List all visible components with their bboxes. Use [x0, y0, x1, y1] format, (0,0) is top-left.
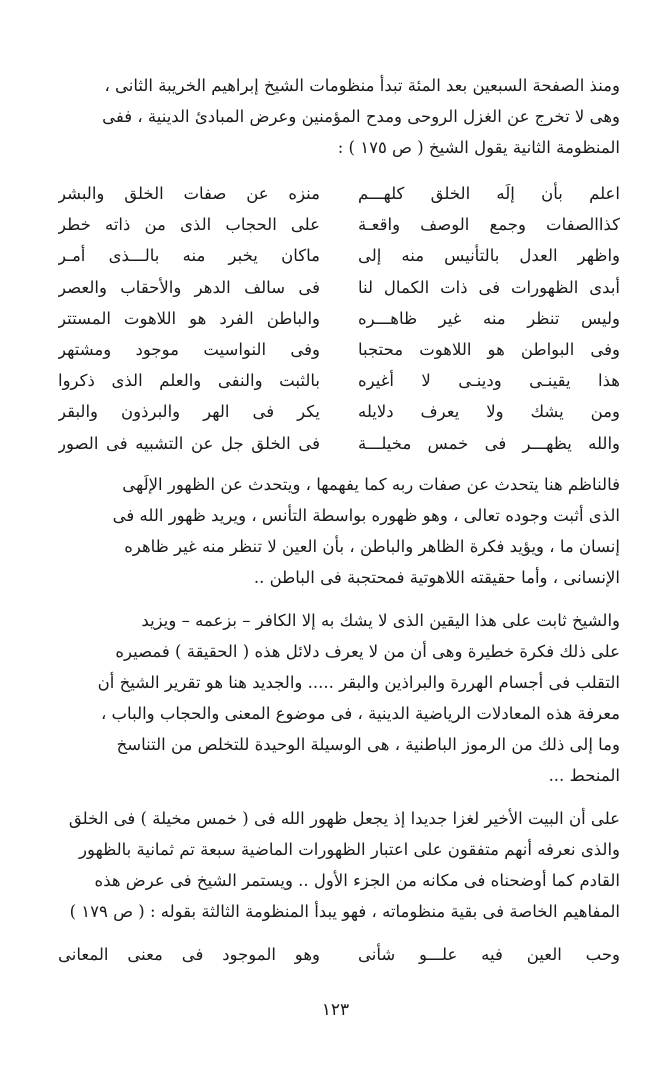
verse-hemistich: أبدى الظهورات فى ذات الكمال لنا	[358, 277, 620, 297]
poem-first-hemistichs	[358, 178, 620, 459]
verse-hemistich: على الحجاب الذى من ذاته خطر	[58, 215, 320, 235]
text-line: على ذلك فكرة خطيرة وهى أن من لا يعرف دلائل هذه ( الحقيقة ) فمصيره	[115, 641, 620, 661]
intro-paragraph	[58, 70, 620, 170]
commentary-paragraph	[58, 803, 620, 927]
text-line: والشيخ ثابت على هذا اليقين الذى لا يشك به إلا الكافر – بزعمه – ويزيد	[141, 610, 620, 630]
verse-hemistich: وفى البواطن هو اللاهوت محتجبا	[358, 339, 620, 359]
text-line: وهى لا تخرج عن الغزل الروحى ومدح المؤمنين وعرض المبادئ الدينية ، ففى	[102, 107, 620, 126]
verse-hemistich: والله يظهـــر فى خمس مخيلـــة	[358, 433, 620, 453]
poem-second-manzuma	[58, 178, 620, 459]
verse-hemistich: منزه عن صفات الخلق والبشر	[58, 184, 320, 203]
verse-hemistich: هذا يقينـى ودينـى لا أغيره	[358, 371, 620, 391]
verse-hemistich: ماكان يخبر منه بالـــذى أمـر	[58, 246, 320, 266]
verse-hemistich: اعلم بأن إلَه الخلق كلهـــم	[358, 184, 620, 203]
text-line: الذى أثبت وجوده تعالى ، وهو ظهوره بواسطة التأنس ، ويريد ظهور الله فى	[112, 505, 620, 525]
verse-hemistich: وهو الموجود فى معنى المعانى	[58, 944, 320, 964]
verse-hemistich: يكر فى الهر والبرذون والبقر	[58, 402, 320, 422]
poem-second-hemistichs	[58, 178, 320, 459]
text-line: الإنسانى ، وأما حقيقته اللاهوتية فمحتجبة فى الباطن ..	[253, 567, 620, 587]
verse-hemistich: وليس تنظر منه غير ظاهـــره	[358, 308, 620, 328]
text-line: المفاهيم الخاصة فى بقية منظوماته ، فهو يبدأ المنظومة الثالثة بقوله : ( ص ١٧٩ )	[69, 901, 620, 921]
book-page	[58, 70, 620, 1060]
text-line: إنسان ما ، ويؤيد فكرة الظاهر والباطن ، بأن العين لا تنظر منه غير ظاهره	[124, 536, 620, 556]
text-line: المنظومة الثانية يقول الشيخ ( ص ١٧٥ ) :	[337, 138, 620, 157]
verse-hemistich: كذاالصفات وجمع الوصف واقعـة	[358, 215, 620, 235]
text-line: فالناظم هنا يتحدث عن صفات ربه كما يفهمها ، ويتحدث عن الظهور الإلَهى	[122, 474, 620, 494]
text-line: على أن البيت الأخير لغزا جديدا إذ يجعل ظهور الله فى ( خمس مخيلة ) فى الخلق	[68, 808, 620, 828]
verse-hemistich: واظهر العدل بالتأنيس منه إلى	[358, 246, 620, 266]
text-line: وما إلى ذلك من الرموز الباطنية ، هى الوسيلة الوحيدة للتخلص من التناسخ	[116, 734, 620, 754]
page-number: ١٢٣	[321, 1000, 350, 1020]
commentary-paragraph	[58, 469, 620, 593]
verse-hemistich: وفى النواسيت موجود ومشتهر	[58, 339, 320, 359]
verse-hemistich: فى سالف الدهر والأحقاب والعصر	[58, 277, 320, 297]
verse-hemistich: بالثبت والنفى والعلم الذى ذكروا	[58, 371, 320, 391]
commentary-paragraph	[58, 605, 620, 791]
text-line: المنحط ...	[548, 765, 620, 785]
poem-third-manzuma-opening	[58, 939, 620, 970]
text-line: ومنذ الصفحة السبعين بعد المئة تبدأ منظومات الشيخ إبراهيم الخريبة الثانى ،	[104, 76, 620, 95]
text-line: معرفة هذه المعادلات الرياضية الدينية ، فى موضوع المعنى والحجاب والباب ،	[100, 703, 620, 723]
verse-hemistich: فى الخلق جل عن التشبيه فى الصور	[58, 433, 320, 453]
text-line: القادم كما أوضحناه فى مكانه من الجزء الأول .. ويستمر الشيخ فى عرض هذه	[94, 870, 620, 890]
verse-hemistich: ومن يشك ولا يعرف دلايله	[358, 402, 620, 422]
text-line: التقلب فى أجسام الهررة والبراذين والبقر ..... والجديد هنا هو تقرير الشيخ أن	[97, 672, 620, 692]
text-line: والذى نعرفه أنهم متفقون على اعتبار الظهورات الماضية سبعة تم ثمانية بالظهور	[78, 839, 620, 859]
verse-hemistich: والباطن الفرد هو اللاهوت المستتر	[58, 308, 320, 328]
verse-hemistich: وحب العين فيه علـــو شأنى	[358, 944, 620, 964]
